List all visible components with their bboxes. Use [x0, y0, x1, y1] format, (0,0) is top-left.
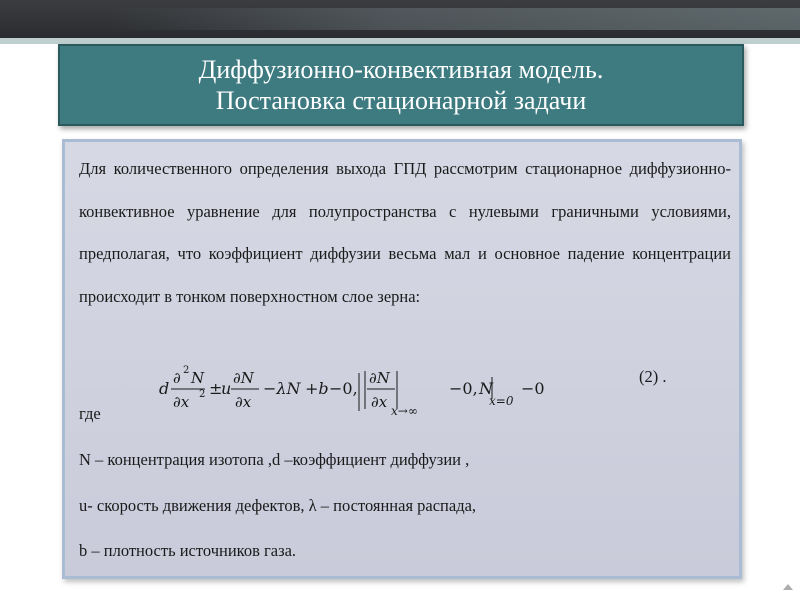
- formula-sup2: 2: [183, 365, 190, 376]
- slide-title-line-1: Диффузионно-конвективная модель.: [198, 55, 604, 84]
- equation-2: [159, 361, 599, 421]
- formula-dN: ∂N: [233, 369, 254, 387]
- definition-3: b – плотность источников газа.: [79, 541, 297, 560]
- formula-eq0c: −0: [521, 379, 545, 398]
- definition-1: N – концентрация изотопа ,d –коэффициент диффузии ,: [79, 450, 470, 469]
- formula-cond-sub: x→∞: [391, 404, 418, 418]
- formula-plus-b: +b: [305, 379, 329, 398]
- content-box: [62, 139, 742, 579]
- slide-title-line-2: Постановка стационарной задачи: [215, 86, 587, 115]
- corner-decor-mark: [783, 584, 793, 590]
- formula-cond2-sub: x=0: [489, 394, 514, 408]
- formula-eq0b: −0,: [449, 379, 478, 398]
- definition-2: u- скорость движения дефектов, λ – постоянная распада,: [79, 496, 477, 515]
- top-decor-accent: [110, 8, 800, 30]
- formula-N2: N: [479, 379, 493, 398]
- formula-dN-2: ∂N: [369, 369, 390, 387]
- formula-dx: ∂x: [173, 393, 190, 411]
- formula-dx-3: ∂x: [371, 393, 388, 411]
- formula-eq0: −0,: [329, 379, 358, 398]
- formula-partial2: ∂: [173, 369, 181, 387]
- formula-sup2b: 2: [199, 389, 206, 400]
- intro-paragraph: Для количественного определения выхода ГПД рассмотрим стационарное диффузионно-конвективное уравнение для полупространства с нулевыми граничными условиями, предполагая, что коэффициент диффузии весьма мал и основное падение концентрации происходит в тонком поверхностном слое зерна:: [79, 159, 731, 306]
- formula-N: N: [191, 369, 205, 387]
- formula-dx-2: ∂x: [235, 393, 252, 411]
- slide-title-box: [58, 44, 744, 126]
- formula-u: u: [221, 379, 232, 398]
- formula-pm: ±: [209, 379, 223, 398]
- formula-d: d: [159, 379, 170, 398]
- where-label: где: [79, 404, 101, 423]
- equation-number: (2) .: [639, 367, 667, 386]
- formula-lambdaN: −λN: [263, 379, 301, 398]
